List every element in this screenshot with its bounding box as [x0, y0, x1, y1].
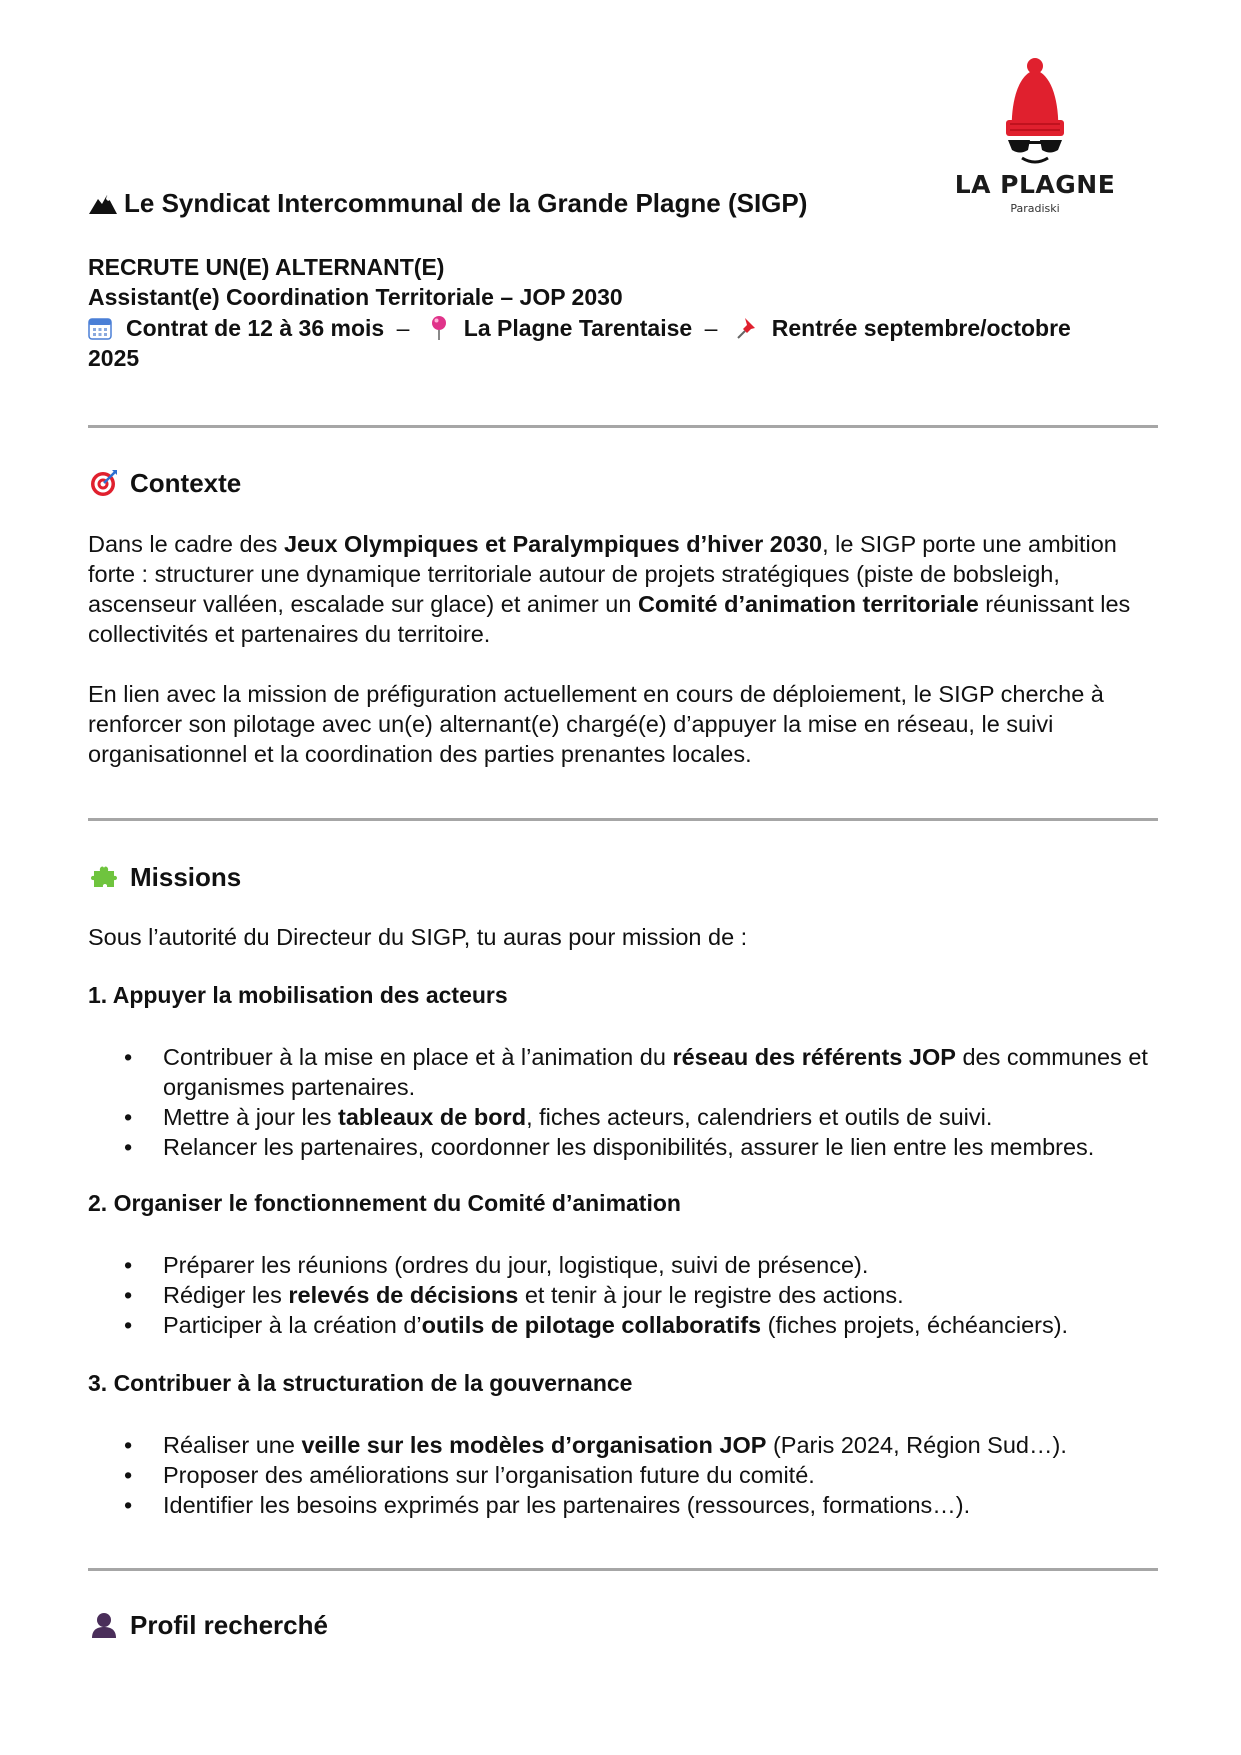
start-year: 2025: [88, 345, 140, 371]
bullet: •: [124, 1104, 133, 1130]
separator-2: –: [704, 315, 718, 341]
mission-1-title: 1. Appuyer la mobilisation des acteurs: [88, 982, 508, 1008]
text-run: Réaliser une: [163, 1432, 302, 1458]
text-run: Mettre à jour les: [163, 1104, 339, 1130]
list-item: [88, 1280, 1168, 1310]
text-run: Dans le cadre des: [88, 531, 284, 557]
text-run: réunissant les collectivités et partenaires du territoire.: [88, 591, 1131, 647]
bust-silhouette-icon: [90, 1611, 118, 1639]
mission-2-title: 2. Organiser le fonctionnement du Comité d’animation: [88, 1190, 681, 1216]
mission-3-list: [88, 1430, 1168, 1520]
divider: [88, 1568, 1158, 1571]
bullet: •: [124, 1312, 133, 1338]
list-item: [88, 1310, 1168, 1340]
list-item: [88, 1430, 1168, 1460]
text-run: Participer à la création d’: [163, 1312, 422, 1338]
bullet: •: [124, 1462, 133, 1488]
list-item: [88, 1460, 1168, 1490]
divider: [88, 818, 1158, 821]
section-title-missions: [90, 862, 241, 893]
bullet: •: [124, 1492, 133, 1518]
mission-1-list: [88, 1042, 1168, 1162]
logo-name: LA PLAGNE: [954, 170, 1116, 199]
list-item: [88, 1250, 1168, 1280]
list-item: [88, 1490, 1168, 1520]
mountain-icon: [88, 190, 118, 216]
mission-2-list: [88, 1250, 1168, 1340]
title-text: Le Syndicat Intercommunal de la Grande Plagne (SIGP): [124, 188, 808, 218]
text-run: , le SIGP porte une ambition forte : structurer une dynamique territoriale autour de projets stratégiques (piste de bobsleigh, ascenseur valléen, escalade sur glace) et animer un: [88, 531, 1117, 617]
list-item: [88, 1102, 1168, 1132]
text-run: Relancer les partenaires, coordonner les disponibilités, assurer le lien entre les membres.: [163, 1134, 1095, 1160]
text-run-bold: outils de pilotage collaboratifs: [421, 1312, 762, 1338]
list-item: [88, 1132, 1168, 1162]
missions-intro: Sous l’autorité du Directeur du SIGP, tu auras pour mission de :: [88, 924, 748, 950]
text-run: des communes et organismes partenaires.: [163, 1044, 1148, 1100]
profil-title: Profil recherché: [130, 1610, 328, 1640]
text-run-bold: tableaux de bord: [338, 1104, 527, 1130]
text-run-bold: réseau des référents JOP: [672, 1044, 956, 1070]
contexte-paragraph-2: En lien avec la mission de préfiguration actuellement en cours de déploiement, le SIGP cherche à renforcer son pilotage avec un(e) alternant(e) chargé(e) d’appuyer la mise en réseau, le suivi organisationnel et la coordination des parties prenantes locales.: [88, 681, 1104, 767]
contract-line: [88, 315, 1071, 342]
page-title: [88, 188, 807, 219]
contexte-title: Contexte: [130, 468, 242, 498]
text-run-bold: relevés de décisions: [288, 1282, 519, 1308]
round-pushpin-icon: [428, 315, 450, 341]
text-run: Préparer les réunions (ordres du jour, logistique, suivi de présence).: [163, 1252, 869, 1278]
location: La Plagne Tarentaise: [463, 315, 693, 341]
logo-subtitle: Paradiski: [1010, 202, 1060, 215]
text-run: Rédiger les: [163, 1282, 289, 1308]
start-date: Rentrée septembre/octobre: [771, 315, 1071, 341]
contract-duration: Contrat de 12 à 36 mois: [126, 315, 385, 341]
bullet: •: [124, 1252, 133, 1278]
list-item: [88, 1042, 1168, 1102]
text-run: , fiches acteurs, calendriers et outils de suivi.: [526, 1104, 993, 1130]
puzzle-piece-icon: [90, 863, 118, 891]
text-run-bold: Jeux Olympiques et Paralympiques d’hiver 2030: [283, 531, 823, 557]
text-run: Identifier les besoins exprimés par les partenaires (ressources, formations…).: [163, 1492, 971, 1518]
recruit-line: RECRUTE UN(E) ALTERNANT(E): [88, 254, 445, 280]
bullet: •: [124, 1432, 133, 1458]
bullet: •: [124, 1134, 133, 1160]
text-run: (fiches projets, échéanciers).: [761, 1312, 1069, 1338]
calendar-icon: [88, 316, 112, 340]
bullet: •: [124, 1282, 133, 1308]
text-run-bold: veille sur les modèles d’organisation JOP: [301, 1432, 767, 1458]
pushpin-icon: [736, 316, 760, 340]
text-run-bold: Comité d’animation territoriale: [637, 591, 979, 617]
section-title-profil: [90, 1610, 328, 1641]
mission-3-title: 3. Contribuer à la structuration de la gouvernance: [88, 1370, 633, 1396]
contexte-paragraph-1: [88, 529, 1168, 649]
text-run: et tenir à jour le registre des actions.: [518, 1282, 904, 1308]
target-icon: [90, 469, 118, 497]
bonnet-mascot-icon: [950, 58, 1120, 170]
text-run: Contribuer à la mise en place et à l’animation du: [163, 1044, 673, 1070]
text-run: (Paris 2024, Région Sud…).: [766, 1432, 1067, 1458]
missions-title: Missions: [130, 862, 242, 892]
text-run: Proposer des améliorations sur l’organisation future du comité.: [163, 1462, 815, 1488]
job-title-line: Assistant(e) Coordination Territoriale – JOP 2030: [88, 284, 623, 310]
divider: [88, 425, 1158, 428]
la-plagne-logo: [950, 58, 1120, 218]
section-title-contexte: [90, 468, 241, 499]
bullet: •: [124, 1044, 133, 1070]
separator-1: –: [396, 315, 410, 341]
